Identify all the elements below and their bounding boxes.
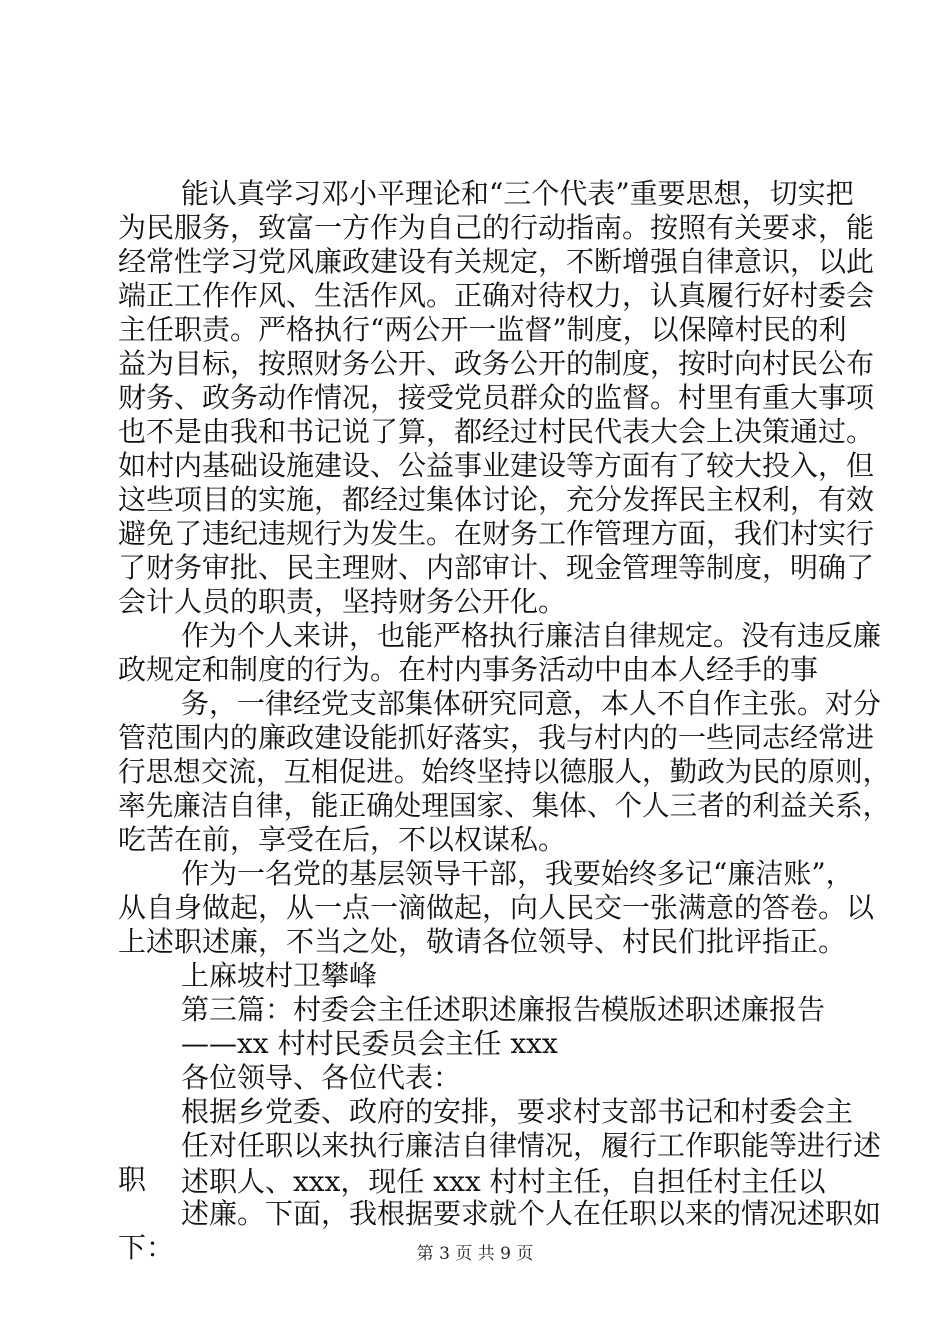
text-line: 从自身做起，从一点一滴做起，向人民交一张满意的答卷。以 (118, 891, 875, 924)
text-line: 如村内基础设施建设、公益事业建设等方面有了较大投入，但 (118, 449, 875, 482)
text-line: 上述职述廉，不当之处，敬请各位领导、村民们批评指正。 (118, 925, 847, 958)
signature-line: 上麻坡村卫攀峰 (181, 959, 378, 992)
text-line: 政规定和制度的行为。在村内事务活动中由本人经手的事 (118, 653, 819, 686)
text-line: 管范围内的廉政建设能抓好落实，我与村内的一些同志经常进 (118, 721, 875, 754)
text-line: 端正工作作风、生活作风。正确对待权力，认真履行好村委会 (118, 279, 875, 312)
text-line: 为民服务，致富一方作为自己的行动指南。按照有关要求，能 (118, 211, 875, 244)
subtitle-line: ——xx 村村民委员会主任 xxx (181, 1027, 558, 1060)
text-line: 会计人员的职责，坚持财务公开化。 (118, 585, 567, 618)
text-line: 主任职责。严格执行“两公开一监督”制度，以保障村民的利 (118, 313, 847, 346)
text-line: 这些项目的实施，都经过集体讨论，充分发挥民主权利，有效 (118, 483, 875, 516)
salutation-line: 各位领导、各位代表： (181, 1061, 462, 1094)
text-line: 根据乡党委、政府的安排，要求村支部书记和村委会主 (181, 1095, 854, 1128)
text-line: 吃苦在前，享受在后，不以权谋私。 (118, 823, 567, 856)
text-line: 了财务审批、民主理财、内部审计、现金管理等制度，明确了 (118, 551, 875, 584)
text-line: 避免了违纪违规行为发生。在财务工作管理方面，我们村实行 (118, 517, 875, 550)
text-line: 述廉。下面，我根据要求就个人在任职以来的情况述职如 (181, 1197, 882, 1230)
text-line: 财务、政务动作情况，接受党员群众的监督。村里有重大事项 (118, 381, 875, 414)
text-line: 述职人、xxx，现任 xxx 村村主任，自担任村主任以 (181, 1165, 826, 1198)
text-line: 作为一名党的基层领导干部，我要始终多记“廉洁账”， (181, 857, 854, 890)
text-line: 率先廉洁自律，能正确处理国家、集体、个人三者的利益关系， (118, 789, 891, 822)
text-line: 任对任职以来执行廉洁自律情况，履行工作职能等进行述 (181, 1129, 882, 1162)
text-line: 能认真学习邓小平理论和“三个代表”重要思想，切实把 (181, 177, 854, 210)
text-line: 行思想交流，互相促进。始终坚持以德服人，勤政为民的原则， (118, 755, 891, 788)
text-line: 益为目标，按照财务公开、政务公开的制度，按时向村民公布 (118, 347, 875, 380)
text-line: 也不是由我和书记说了算，都经过村民代表大会上决策通过。 (118, 415, 875, 448)
text-line: 务，一律经党支部集体研究同意，本人不自作主张。对分 (181, 687, 882, 720)
page-footer: 第 3 页 共 9 页 (416, 1244, 534, 1264)
text-line: 职 (118, 1163, 147, 1196)
section-heading: 第三篇：村委会主任述职述廉报告模版述职述廉报告 (181, 993, 826, 1026)
text-line: 下： (118, 1231, 175, 1264)
text-line: 经常性学习党风廉政建设有关规定，不断增强自律意识，以此 (118, 245, 875, 278)
text-line: 作为个人来讲，也能严格执行廉洁自律规定。没有违反廉 (181, 619, 882, 652)
